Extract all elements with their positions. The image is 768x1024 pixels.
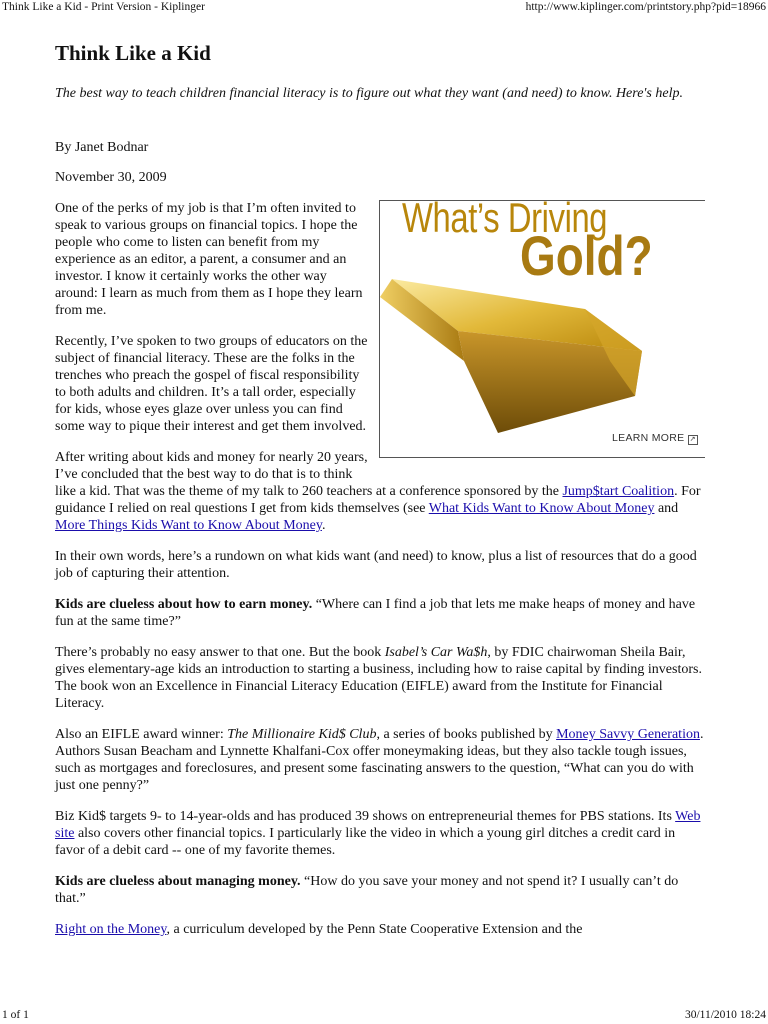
article-title: Think Like a Kid bbox=[55, 41, 211, 65]
learn-more-link[interactable] bbox=[612, 430, 698, 447]
external-arrow-icon: ↗ bbox=[689, 436, 696, 443]
paragraph-5: Kids are clueless about how to earn money. “Where can I find a job that lets me make heaps of money and have fun at the same time?” bbox=[55, 597, 696, 629]
gold-advertisement[interactable] bbox=[379, 200, 705, 458]
article bbox=[55, 40, 705, 952]
paragraph-8: Biz Kid$ targets 9- to 14-year-olds and has produced 39 shows on entrepreneurial themes for PBS stations. Its Web site also covers other financial topics. I particularly like the video in which a young girl ditches a credit card in favor of a debit card -- one of my favorite themes. bbox=[55, 809, 701, 858]
more-things-kids-want-link[interactable]: More Things Kids Want to Know About Money bbox=[55, 518, 322, 533]
what-kids-want-link[interactable]: What Kids Want to Know About Money bbox=[428, 501, 655, 516]
paragraph-2: Recently, I’ve spoken to two groups of educators on the subject of financial literacy. These are the folks in the trenches who preach the gospel of fiscal responsibility to both adults and children. It’s a tall order, especially for kids, whose eyes glaze over unless you can find some way to pique their interest and get them involved. bbox=[55, 334, 368, 434]
money-savvy-generation-link[interactable]: Money Savvy Generation bbox=[556, 727, 700, 742]
print-timestamp: 30/11/2010 18:24 bbox=[684, 1009, 766, 1021]
subhead-earn-money: Kids are clueless about how to earn money. bbox=[55, 597, 313, 612]
learn-more-label: LEARN MORE bbox=[612, 432, 685, 444]
article-date: November 30, 2009 bbox=[55, 170, 167, 185]
article-byline: By Janet Bodnar bbox=[55, 140, 149, 155]
book-title-isabel: Isabel’s Car Wa$h bbox=[384, 645, 488, 660]
print-header-url: http://www.kiplinger.com/printstory.php?pid=18966 bbox=[525, 1, 766, 13]
paragraph-3: After writing about kids and money for nearly 20 years, I’ve concluded that the best way to do that is to think like a kid. That was the theme of my talk to 260 teachers at a conference sponsored by the Jump$tart Coalition. For guidance I relied on real questions I get from kids themselves (see What Kids Want to Know About Money and More Things Kids Want to Know About Money. bbox=[55, 450, 701, 533]
print-footer bbox=[2, 1008, 766, 1022]
paragraph-6: There’s probably no easy answer to that one. But the book Isabel’s Car Wa$h, by FDIC chairwoman Sheila Bair, gives elementary-age kids an introduction to starting a business, including how to raise capital by finding investors. The book won an Excellence in Financial Literacy Education (EIFLE) award from the Institute for Financial Literacy. bbox=[55, 645, 702, 711]
paragraph-10: Right on the Money, a curriculum developed by the Penn State Cooperative Extension and the bbox=[55, 922, 583, 937]
print-header bbox=[2, 0, 766, 14]
ad-headline-line2: Gold? bbox=[520, 224, 653, 287]
paragraph-7: Also an EIFLE award winner: The Millionaire Kid$ Club, a series of books published by Money Savvy Generation. Authors Susan Beacham and Lynnette Khalfani-Cox offer moneymaking ideas, but they also tackle tough issues, such as mortgages and foreclosures, and present some fascinating answers to the question, “What can you do with just one penny?” bbox=[55, 727, 704, 793]
page-count: 1 of 1 bbox=[2, 1009, 29, 1021]
biz-kids-website-link[interactable]: Web site bbox=[55, 809, 701, 841]
paragraph-4: In their own words, here’s a rundown on what kids want (and need) to know, plus a list of resources that do a good job of capturing their attention. bbox=[55, 549, 697, 581]
print-header-title: Think Like a Kid - Print Version - Kiplinger bbox=[2, 1, 205, 13]
paragraph-9: Kids are clueless about managing money. “How do you save your money and not spend it? I usually can’t do that.” bbox=[55, 874, 679, 906]
paragraph-1: One of the perks of my job is that I’m often invited to speak to various groups on financial topics. I hope the people who come to listen can benefit from my experience as an editor, a parent, a consumer and an investor. I know it certainly works the other way around: I learn as much from them as I hope they learn from me. bbox=[55, 201, 363, 318]
right-on-the-money-link[interactable]: Right on the Money bbox=[55, 922, 167, 937]
book-title-millionaire: The Millionaire Kid$ Club bbox=[227, 727, 377, 742]
ad-headline-line1: What’s Driving bbox=[402, 200, 608, 241]
jumpstart-coalition-link[interactable]: Jump$tart Coalition bbox=[562, 484, 675, 499]
article-dek: The best way to teach children financial literacy is to figure out what they want (and need) to know. Here's help. bbox=[55, 86, 683, 101]
subhead-managing-money: Kids are clueless about managing money. bbox=[55, 874, 301, 889]
